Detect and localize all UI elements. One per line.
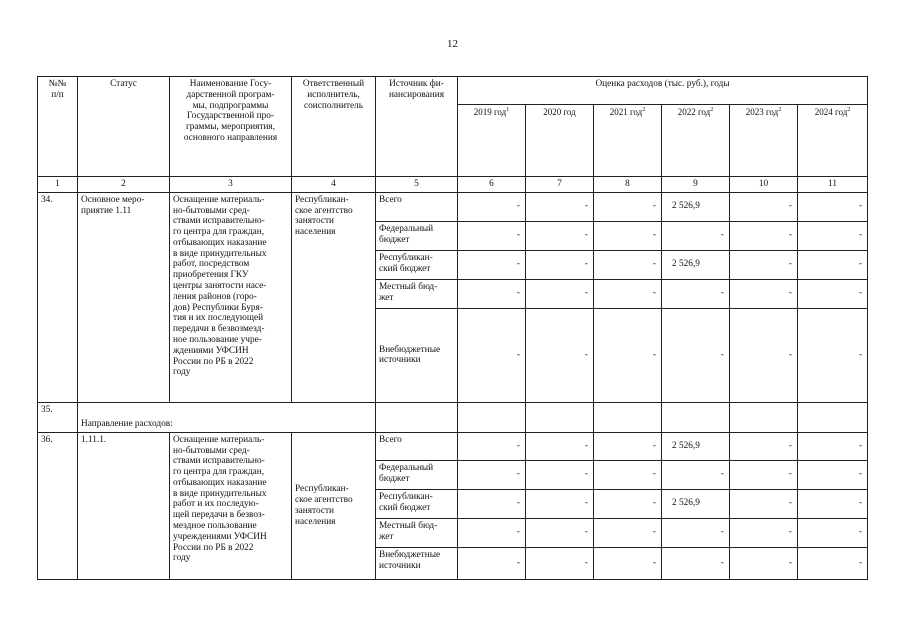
cost-value: - — [662, 547, 730, 579]
empty-cell — [594, 402, 662, 432]
cost-value: - — [526, 279, 594, 308]
cost-value: - — [730, 518, 798, 547]
cost-value: - — [526, 308, 594, 402]
cost-value: - — [526, 192, 594, 221]
cost-value: - — [526, 518, 594, 547]
funding-source: Местный бюд- жет — [376, 518, 458, 547]
cost-value: - — [662, 308, 730, 402]
column-number: 4 — [292, 177, 376, 193]
header-year-0: 2019 год$^1$ — [458, 105, 526, 177]
table-row — [38, 192, 868, 221]
funding-source: Республикан- ский бюджет — [376, 489, 458, 518]
cost-value: - — [730, 432, 798, 460]
cost-value: - — [594, 192, 662, 221]
cost-value: - — [594, 547, 662, 579]
cost-value: - — [458, 279, 526, 308]
cost-value: - — [798, 250, 868, 279]
cost-value: - — [458, 221, 526, 250]
funding-source: Республикан- ский бюджет — [376, 250, 458, 279]
cost-value: - — [458, 489, 526, 518]
header-year-2: 2021 год$^2$ — [594, 105, 662, 177]
header-estimate: Оценка расходов (тыс. руб.), годы — [458, 77, 868, 105]
cost-value: - — [798, 221, 868, 250]
cost-value: - — [526, 250, 594, 279]
cost-value: - — [798, 279, 868, 308]
cost-value: - — [526, 547, 594, 579]
header-year-1: 2020 год — [526, 105, 594, 177]
column-number: 8 — [594, 177, 662, 193]
cost-value: - — [458, 308, 526, 402]
cost-value: - — [458, 192, 526, 221]
cost-value: - — [458, 547, 526, 579]
funding-source: Всего — [376, 432, 458, 460]
funding-source: Внебюджетные источники — [376, 308, 458, 402]
cost-value: - — [458, 518, 526, 547]
header-responsible: Ответственный исполнитель, соисполнитель — [292, 77, 376, 177]
cost-value: - — [730, 460, 798, 489]
header-source: Источник фи- нансирования — [376, 77, 458, 177]
column-number: 10 — [730, 177, 798, 193]
header-year-5: 2024 год$^2$ — [798, 105, 868, 177]
row-responsible: Республикан- ское агентство занятости населения — [292, 432, 376, 579]
empty-cell — [458, 402, 526, 432]
header-num: №№ п/п — [38, 77, 78, 177]
cost-value: - — [730, 250, 798, 279]
cost-value: - — [798, 192, 868, 221]
empty-cell — [798, 402, 868, 432]
cost-value: - — [798, 432, 868, 460]
row-responsible: Республикан- ское агентство занятости населения — [292, 192, 376, 402]
funding-source: Местный бюд- жет — [376, 279, 458, 308]
row-status: 1.11.1. — [78, 432, 170, 579]
cost-value: - — [594, 308, 662, 402]
header-year-4: 2023 год$^2$ — [730, 105, 798, 177]
funding-source: Федеральный бюджет — [376, 221, 458, 250]
cost-value: - — [458, 432, 526, 460]
cost-value: - — [798, 518, 868, 547]
cost-value: - — [594, 279, 662, 308]
column-number: 6 — [458, 177, 526, 193]
cost-value: - — [662, 460, 730, 489]
cost-value: - — [526, 221, 594, 250]
cost-value: 2 526,9 — [662, 432, 730, 460]
cost-value: - — [730, 489, 798, 518]
column-number: 3 — [170, 177, 292, 193]
cost-value: - — [458, 250, 526, 279]
funding-source: Внебюджетные источники — [376, 547, 458, 579]
column-number: 2 — [78, 177, 170, 193]
empty-cell — [662, 402, 730, 432]
column-number: 1 — [38, 177, 78, 193]
section-row — [38, 402, 868, 432]
cost-value: - — [594, 460, 662, 489]
row-name: Оснащение материаль- но-бытовыми сред- ствами исправительно- го центра для граждан, отбывающих наказание в виде принудительных работ, посредством приобретения ГКУ центры занятости насе- ления районов (горо- дов) Республики Буря- тия и их последующей передачи в безвозмезд- ное пользование учре- ждениями УФСИН России по РБ в 2022 году — [170, 192, 292, 402]
cost-value: - — [662, 518, 730, 547]
cost-value: - — [730, 221, 798, 250]
row-number: 35. — [38, 402, 78, 432]
empty-cell — [376, 402, 458, 432]
cost-value: - — [662, 221, 730, 250]
table-row — [38, 432, 868, 460]
empty-cell — [526, 402, 594, 432]
empty-cell — [730, 402, 798, 432]
cost-value: - — [594, 518, 662, 547]
cost-value: - — [458, 460, 526, 489]
cost-value: - — [594, 221, 662, 250]
row-status: Основное меро- приятие 1.11 — [78, 192, 170, 402]
cost-value: - — [730, 308, 798, 402]
expenses-table — [37, 76, 868, 580]
cost-value: - — [526, 489, 594, 518]
section-label: Направление расходов: — [78, 402, 376, 432]
row-number: 34. — [38, 192, 78, 402]
cost-value: - — [798, 547, 868, 579]
header-status: Статус — [78, 77, 170, 177]
row-number: 36. — [38, 432, 78, 579]
cost-value: - — [730, 279, 798, 308]
cost-value: - — [798, 460, 868, 489]
cost-value: - — [730, 192, 798, 221]
column-number: 7 — [526, 177, 594, 193]
cost-value: 2 526,9 — [662, 489, 730, 518]
column-number: 5 — [376, 177, 458, 193]
column-number: 11 — [798, 177, 868, 193]
cost-value: - — [798, 308, 868, 402]
cost-value: - — [730, 547, 798, 579]
column-number: 9 — [662, 177, 730, 193]
cost-value: 2 526,9 — [662, 250, 730, 279]
page-number: 12 — [447, 38, 458, 50]
row-name: Оснащение материаль- но-бытовыми сред- ствами исправительно- го центра для граждан, отбывающих наказание в виде принудительных работ и их последую- щей передачи в безвоз- мездное пользование учреждениями УФСИН России по РБ в 2022 году — [170, 432, 292, 579]
header-row — [38, 77, 868, 105]
cost-value: - — [526, 460, 594, 489]
funding-source: Федеральный бюджет — [376, 460, 458, 489]
cost-value: 2 526,9 — [662, 192, 730, 221]
cost-value: - — [662, 279, 730, 308]
cost-value: - — [594, 250, 662, 279]
cost-value: - — [594, 432, 662, 460]
cost-value: - — [798, 489, 868, 518]
cost-value: - — [526, 432, 594, 460]
funding-source: Всего — [376, 192, 458, 221]
cost-value: - — [594, 489, 662, 518]
column-numbers-row — [38, 177, 868, 193]
header-year-3: 2022 год$^2$ — [662, 105, 730, 177]
header-name: Наименование Госу- дарственной програм- мы, подпрограммы Государственной про- граммы, мероприятия, основного направления — [170, 77, 292, 177]
